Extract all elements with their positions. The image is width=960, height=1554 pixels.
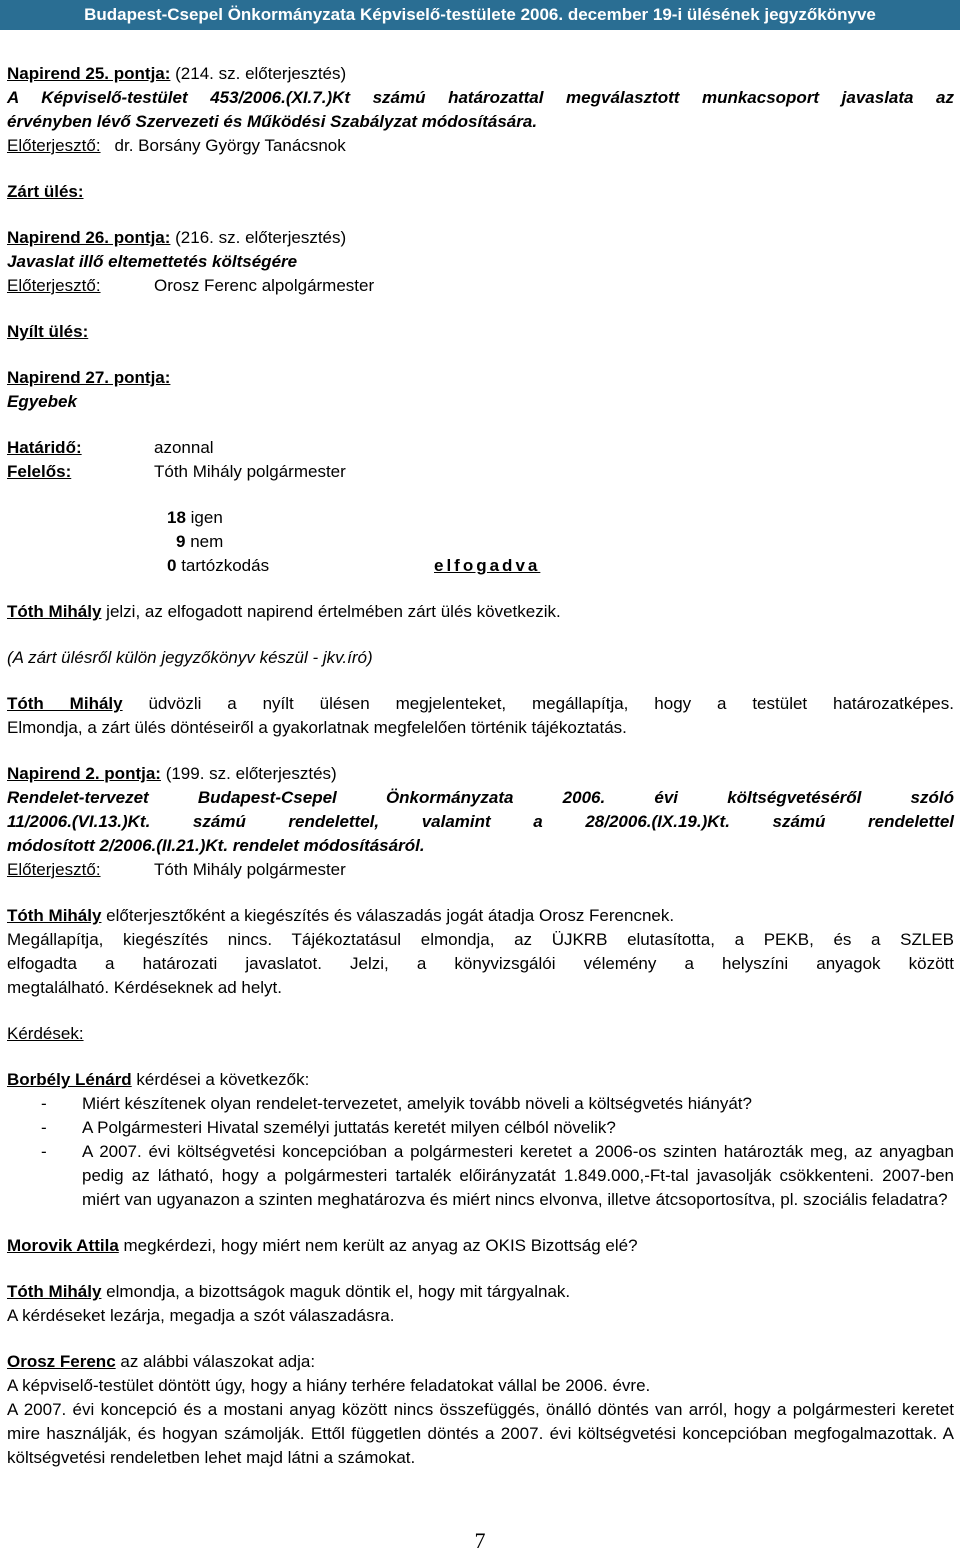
deadline-row: [7, 436, 954, 460]
questions-heading: Kérdések:: [7, 1024, 84, 1043]
item25-title-line2: érvényben lévő Szervezeti és Működési Szabályzat módosítására.: [7, 112, 538, 131]
agenda-item-label: Napirend 25. pontja:: [7, 64, 171, 83]
paragraph-7-line1: [7, 1350, 954, 1374]
dash-bullet: -: [41, 1094, 47, 1113]
item26-heading: [7, 226, 954, 250]
vote-abstain-count: 0: [167, 556, 177, 575]
item25-heading: [7, 62, 954, 86]
closed-session-heading: Zárt ülés:: [7, 182, 84, 201]
item2-presenter: [7, 858, 954, 882]
vote-result: elfogadva: [434, 556, 541, 575]
vote-no-row: [7, 530, 954, 554]
presenter-label: Előterjesztő:: [7, 860, 101, 879]
responsible-value: Tóth Mihály polgármester: [154, 462, 346, 481]
paragraph-text: megkérdezi, hogy miért nem került az anyag az OKIS Bizottság elé?: [118, 1236, 638, 1255]
presenter-name: dr. Borsány György Tanácsnok: [114, 136, 346, 155]
speaker-name: Borbély Lénárd: [7, 1070, 132, 1089]
agenda-item-label: Napirend 26. pontja:: [7, 228, 171, 247]
paragraph-text: elmondja, a bizottságok maguk döntik el, hogy mit tárgyalnak.: [101, 1282, 571, 1301]
paragraph-5: [7, 1234, 954, 1258]
proposal-ref: (199. sz. előterjesztés): [160, 764, 337, 783]
question-text: A 2007. évi költségvetési koncepcióban a polgármesteri keretet a 2006-os szinten határozták meg, az anyagban pedig az látható, hogy a polgármesteri tartalék előirányzatát 1.849.000,-Ft-tal javasolják csökkenteni. 2007-ben miért van ugyanazon a szinten meghatározva és miért nincs elvonva, illetve átcsoportosítva, pl. szociális feladatra?: [82, 1142, 954, 1209]
vote-yes-row: [7, 506, 954, 530]
item2-title-line2: 11/2006.(VI.13.)Kt. számú rendelettel, valamint a 28/2006.(IX.19.)Kt. számú rendelettel: [7, 812, 954, 831]
speaker-name: Tóth Mihály: [7, 906, 102, 925]
minutes-body: [7, 62, 954, 1470]
paragraph-4: [7, 1068, 954, 1092]
paragraph-6-line1: [7, 1280, 954, 1304]
paragraph-6-line2: A kérdéseket lezárja, megadja a szót válaszadásra.: [7, 1306, 395, 1325]
vote-no-count: 9: [176, 532, 186, 551]
item2-title-line1: Rendelet-tervezet Budapest-Csepel Önkormányzata 2006. évi költségvetéséről szóló: [7, 788, 954, 807]
agenda-item-label: Napirend 2. pontja:: [7, 764, 161, 783]
paragraph-7-line2: A képviselő-testület döntött úgy, hogy a hiány terhére feladatokat vállal be 2006. évre.: [7, 1376, 651, 1395]
question-item: [7, 1140, 954, 1212]
open-session-heading: Nyílt ülés:: [7, 322, 89, 341]
vote-yes-label: igen: [185, 508, 223, 527]
paragraph-text: az alábbi válaszokat adja:: [115, 1352, 316, 1371]
presenter-name: Tóth Mihály polgármester: [154, 860, 346, 879]
question-item: [7, 1092, 954, 1116]
dash-bullet: -: [41, 1118, 47, 1137]
paragraph-text: kérdései a következők:: [131, 1070, 310, 1089]
page-header: Budapest-Csepel Önkormányzata Képviselő-testülete 2006. december 19-i ülésének jegyzőkönyve: [0, 0, 960, 30]
presenter-label: Előterjesztő:: [7, 136, 101, 155]
paragraph-7-text: A 2007. évi koncepció és a mostani anyag között nincs összefüggés, önálló döntés van arról, hogy a polgármesteri keretet mire használják, és hogyan számolják. Ettől független döntés a 2007. évi költségvetési koncepcióban megfogalmazottak. A költségvetési rendeletben lehet majd látni a számokat.: [7, 1400, 954, 1467]
item26-presenter: [7, 274, 954, 298]
item25-presenter: [7, 134, 954, 158]
proposal-ref: (216. sz. előterjesztés): [170, 228, 347, 247]
vote-yes-count: 18: [167, 508, 186, 527]
speaker-name: Orosz Ferenc: [7, 1352, 116, 1371]
deadline-value: azonnal: [154, 438, 214, 457]
dash-bullet: -: [41, 1142, 47, 1161]
question-text: Miért készítenek olyan rendelet-tervezetet, amelyik tovább növeli a költségvetés hiányát?: [82, 1094, 752, 1113]
paragraph-text: üdvözli a nyílt ülésen megjelenteket, megállapítja, hogy a testület határozatképes.: [122, 694, 954, 713]
item27-heading: Napirend 27. pontja:: [7, 368, 171, 387]
proposal-ref: (214. sz. előterjesztés): [170, 64, 347, 83]
paragraph-2-line2: Elmondja, a zárt ülés döntéseiről a gyakorlatnak megfelelően történik tájékoztatás.: [7, 718, 627, 737]
paragraph-2-line1: [7, 692, 954, 716]
item27-title: Egyebek: [7, 392, 77, 411]
presenter-label: Előterjesztő:: [7, 276, 101, 295]
paragraph-text: jelzi, az elfogadott napirend értelmében zárt ülés következik.: [101, 602, 561, 621]
vote-abstain-label: tartózkodás: [176, 556, 270, 575]
clerk-note: (A zárt ülésről külön jegyzőkönyv készül - jkv.író): [7, 648, 373, 667]
vote-no-label: nem: [185, 532, 224, 551]
speaker-name: Tóth Mihály: [7, 694, 123, 713]
paragraph-3-line3: elfogadta a határozati javaslatot. Jelzi, a könyvizsgálói vélemény a helyszíni anyagok között: [7, 954, 954, 973]
item2-title-line3: módosított 2/2006.(II.21.)Kt. rendelet módosításáról.: [7, 836, 425, 855]
paragraph-text: előterjesztőként a kiegészítés és válaszadás jogát átadja Orosz Ferencnek.: [101, 906, 675, 925]
responsible-row: [7, 460, 954, 484]
speaker-name: Tóth Mihály: [7, 602, 102, 621]
paragraph-1: [7, 600, 954, 624]
item25-title-line1: A Képviselő-testület 453/2006.(XI.7.)Kt számú határozattal megválasztott munkacsoport javaslata az: [7, 88, 954, 107]
speaker-name: Tóth Mihály: [7, 1282, 102, 1301]
paragraph-3-line1: [7, 904, 954, 928]
speaker-name: Morovik Attila: [7, 1236, 119, 1255]
item2-heading: [7, 762, 954, 786]
item26-title: Javaslat illő eltemettetés költségére: [7, 252, 298, 271]
page-number: 7: [474, 1528, 486, 1553]
question-text: A Polgármesteri Hivatal személyi juttatás keretét milyen célból növelik?: [82, 1118, 616, 1137]
paragraph-3-line4: megtalálható. Kérdéseknek ad helyt.: [7, 978, 283, 997]
deadline-label: Határidő:: [7, 438, 82, 457]
presenter-name: Orosz Ferenc alpolgármester: [154, 276, 375, 295]
paragraph-3-line2: Megállapítja, kiegészítés nincs. Tájékoztatásul elmondja, az ÜJKRB elutasította, a PEKB, és a SZLEB: [7, 930, 954, 949]
vote-abstain-row: [7, 554, 954, 578]
question-item: [7, 1116, 954, 1140]
responsible-label: Felelős:: [7, 462, 72, 481]
